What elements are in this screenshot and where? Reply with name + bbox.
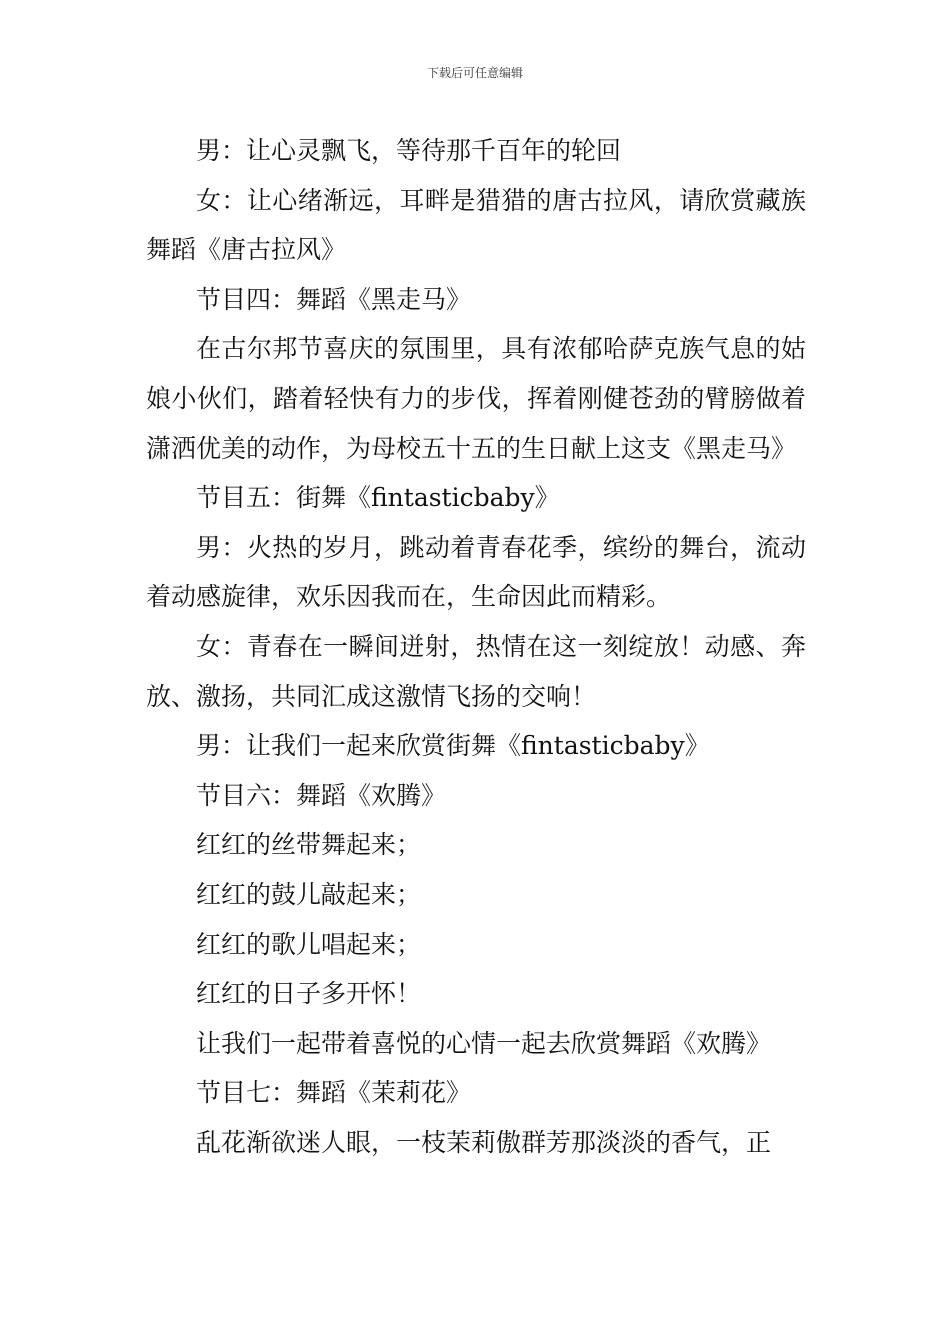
paragraph-dialogue-male-1: 男：让心灵飘飞，等待那千百年的轮回 — [196, 136, 622, 165]
program-heading-7: 节目七：舞蹈《茉莉花》 — [196, 1078, 472, 1108]
document-body — [146, 126, 806, 1167]
program-heading-4: 节目四：舞蹈《黑走马》 — [196, 284, 472, 314]
paragraph-verse-4: 红红的日子多开怀！ — [196, 979, 422, 1009]
program-heading-5: 节目五：街舞《fintasticbaby》 — [196, 483, 560, 513]
paragraph-program-4-intro: 在古尔邦节喜庆的氛围里，具有浓郁哈萨克族气息的姑娘小伙们，踏着轻快有力的步伐，挥着刚健苍劲的臂膀做着潇洒优美的动作，为母校五十五的生日献上这支《黑走马》 — [146, 334, 806, 463]
program-heading-6: 节目六：舞蹈《欢腾》 — [196, 780, 447, 810]
paragraph-program-7-intro: 乱花渐欲迷人眼，一枝茉莉傲群芳那淡淡的香气，正 — [196, 1127, 772, 1157]
paragraph-verse-1: 红红的丝带舞起来； — [196, 830, 422, 860]
paragraph-dialogue-male-2: 男：火热的岁月，跳动着青春花季，缤纷的舞台，流动着动感旋律，欢乐因我而在，生命因此而精彩。 — [146, 532, 806, 612]
paragraph-program-6-invite: 让我们一起带着喜悦的心情一起去欣赏舞蹈《欢腾》 — [196, 1028, 772, 1058]
paragraph-dialogue-female-2: 女：青春在一瞬间迸射，热情在这一刻绽放！动感、奔放、激扬，共同汇成这激情飞扬的交响！ — [146, 631, 806, 711]
paragraph-verse-2: 红红的鼓儿敲起来； — [196, 879, 422, 909]
paragraph-dialogue-male-3: 男：让我们一起来欣赏街舞《fintasticbaby》 — [196, 731, 710, 761]
paragraph-dialogue-female-1: 女：让心绪渐远，耳畔是猎猎的唐古拉风，请欣赏藏族舞蹈《唐古拉风》 — [146, 185, 806, 265]
paragraph-verse-3: 红红的歌儿唱起来； — [196, 929, 422, 959]
page-header: 下载后可任意编辑 — [426, 66, 523, 80]
